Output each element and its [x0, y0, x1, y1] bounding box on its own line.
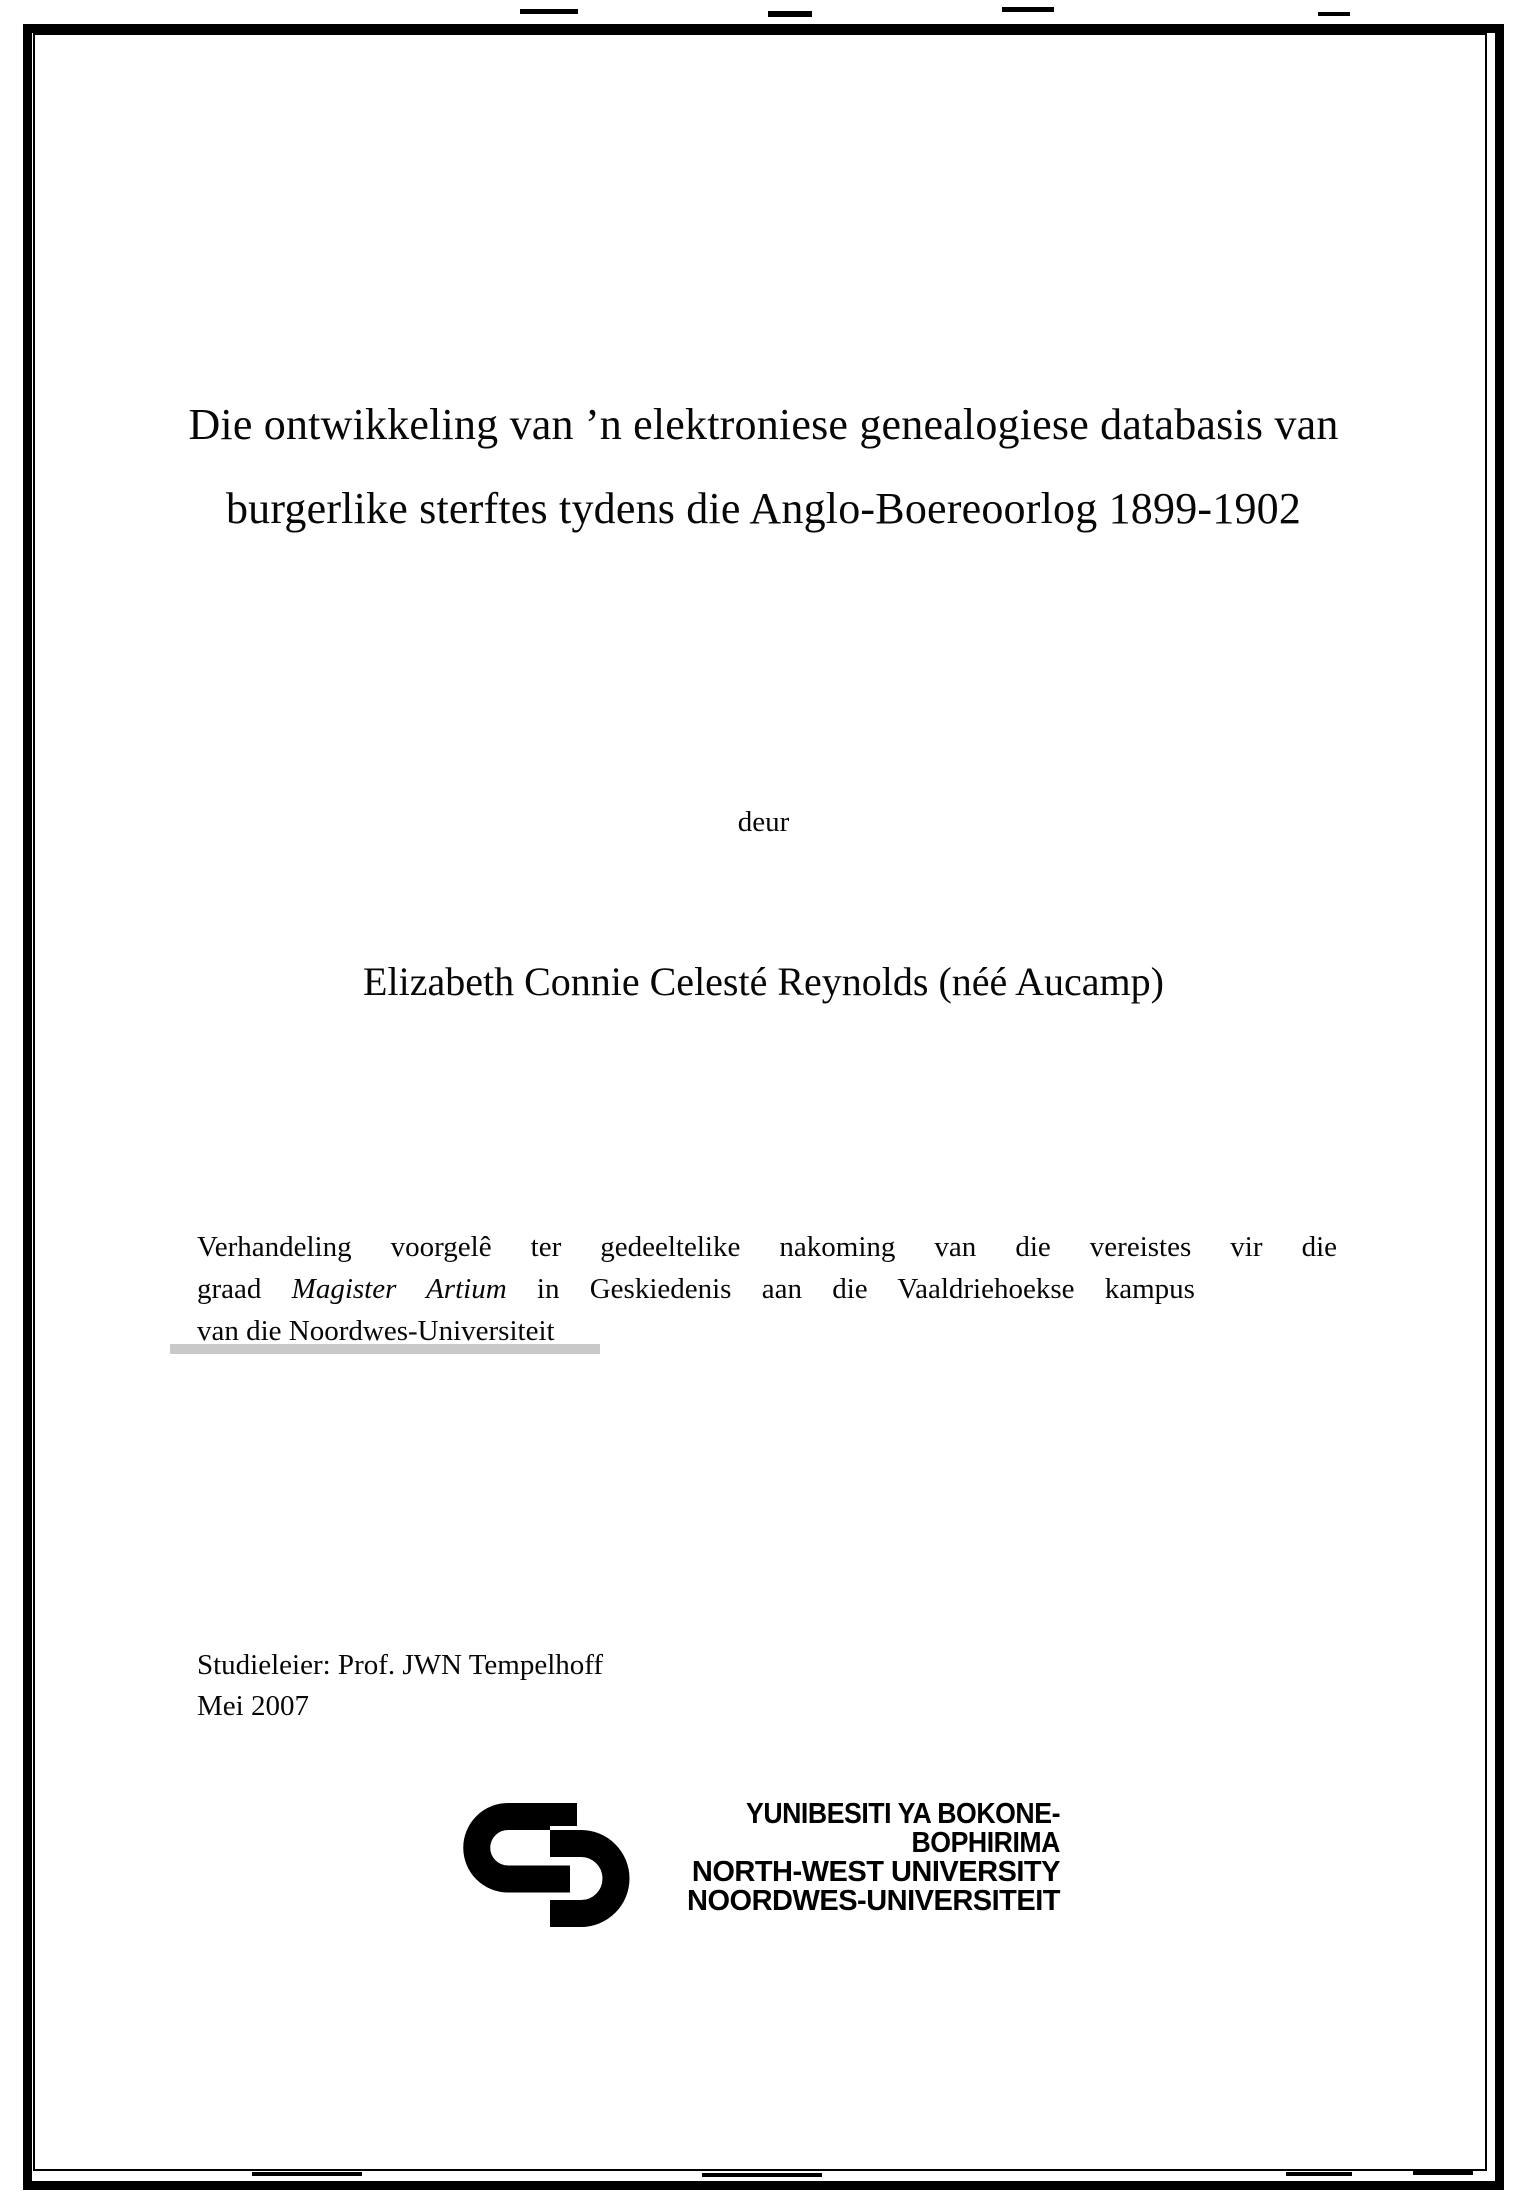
degree-name-italic: Magister Artium	[291, 1273, 507, 1305]
byline-label: deur	[737, 806, 790, 838]
scan-artifact	[520, 9, 578, 14]
logo-text-setswana: YUNIBESITI YA BOKONE-BOPHIRIMA	[745, 1798, 1060, 1859]
thesis-title-line1: Die ontwikkeling van ’n elektroniese genealogiese databasis van	[188, 400, 1339, 449]
degree-statement-line1: Verhandeling voorgelê ter gedeeltelike nakoming van die vereistes vir die	[197, 1231, 1337, 1263]
university-logo	[446, 1792, 1086, 1957]
scan-artifact	[1413, 2170, 1473, 2175]
degree-statement-line3: van die Noordwes-Universiteit	[197, 1315, 555, 1347]
scan-artifact	[768, 11, 812, 17]
scan-artifact	[252, 2172, 362, 2176]
scan-artifact	[702, 2173, 822, 2177]
thesis-title-line2: burgerlike sterftes tydens die Anglo-Boereoorlog 1899-1902	[225, 484, 1302, 533]
scan-artifact	[1318, 12, 1350, 16]
supervisor-block	[197, 1645, 603, 1727]
logo-text-afrikaans: NOORDWES-UNIVERSITEIT	[687, 1885, 1060, 1917]
degree-statement-line2-suffix: in Geskiedenis aan die Vaaldriehoekse kampus	[506, 1273, 1195, 1305]
supervisor-line: Studieleier: Prof. JWN Tempelhoff	[197, 1649, 604, 1681]
scan-artifact	[1286, 2172, 1352, 2176]
author-name: Elizabeth Connie Celesté Reynolds (néé Aucamp)	[363, 959, 1164, 1004]
university-logo-text	[600, 1800, 1060, 1916]
degree-statement-line2	[197, 1268, 1337, 1310]
date-line: Mei 2007	[197, 1690, 309, 1722]
degree-statement-line2-prefix: graad	[197, 1273, 292, 1305]
scan-artifact	[1002, 7, 1054, 12]
degree-statement	[197, 1226, 1337, 1352]
logo-text-english: NORTH-WEST UNIVERSITY	[691, 1856, 1060, 1888]
